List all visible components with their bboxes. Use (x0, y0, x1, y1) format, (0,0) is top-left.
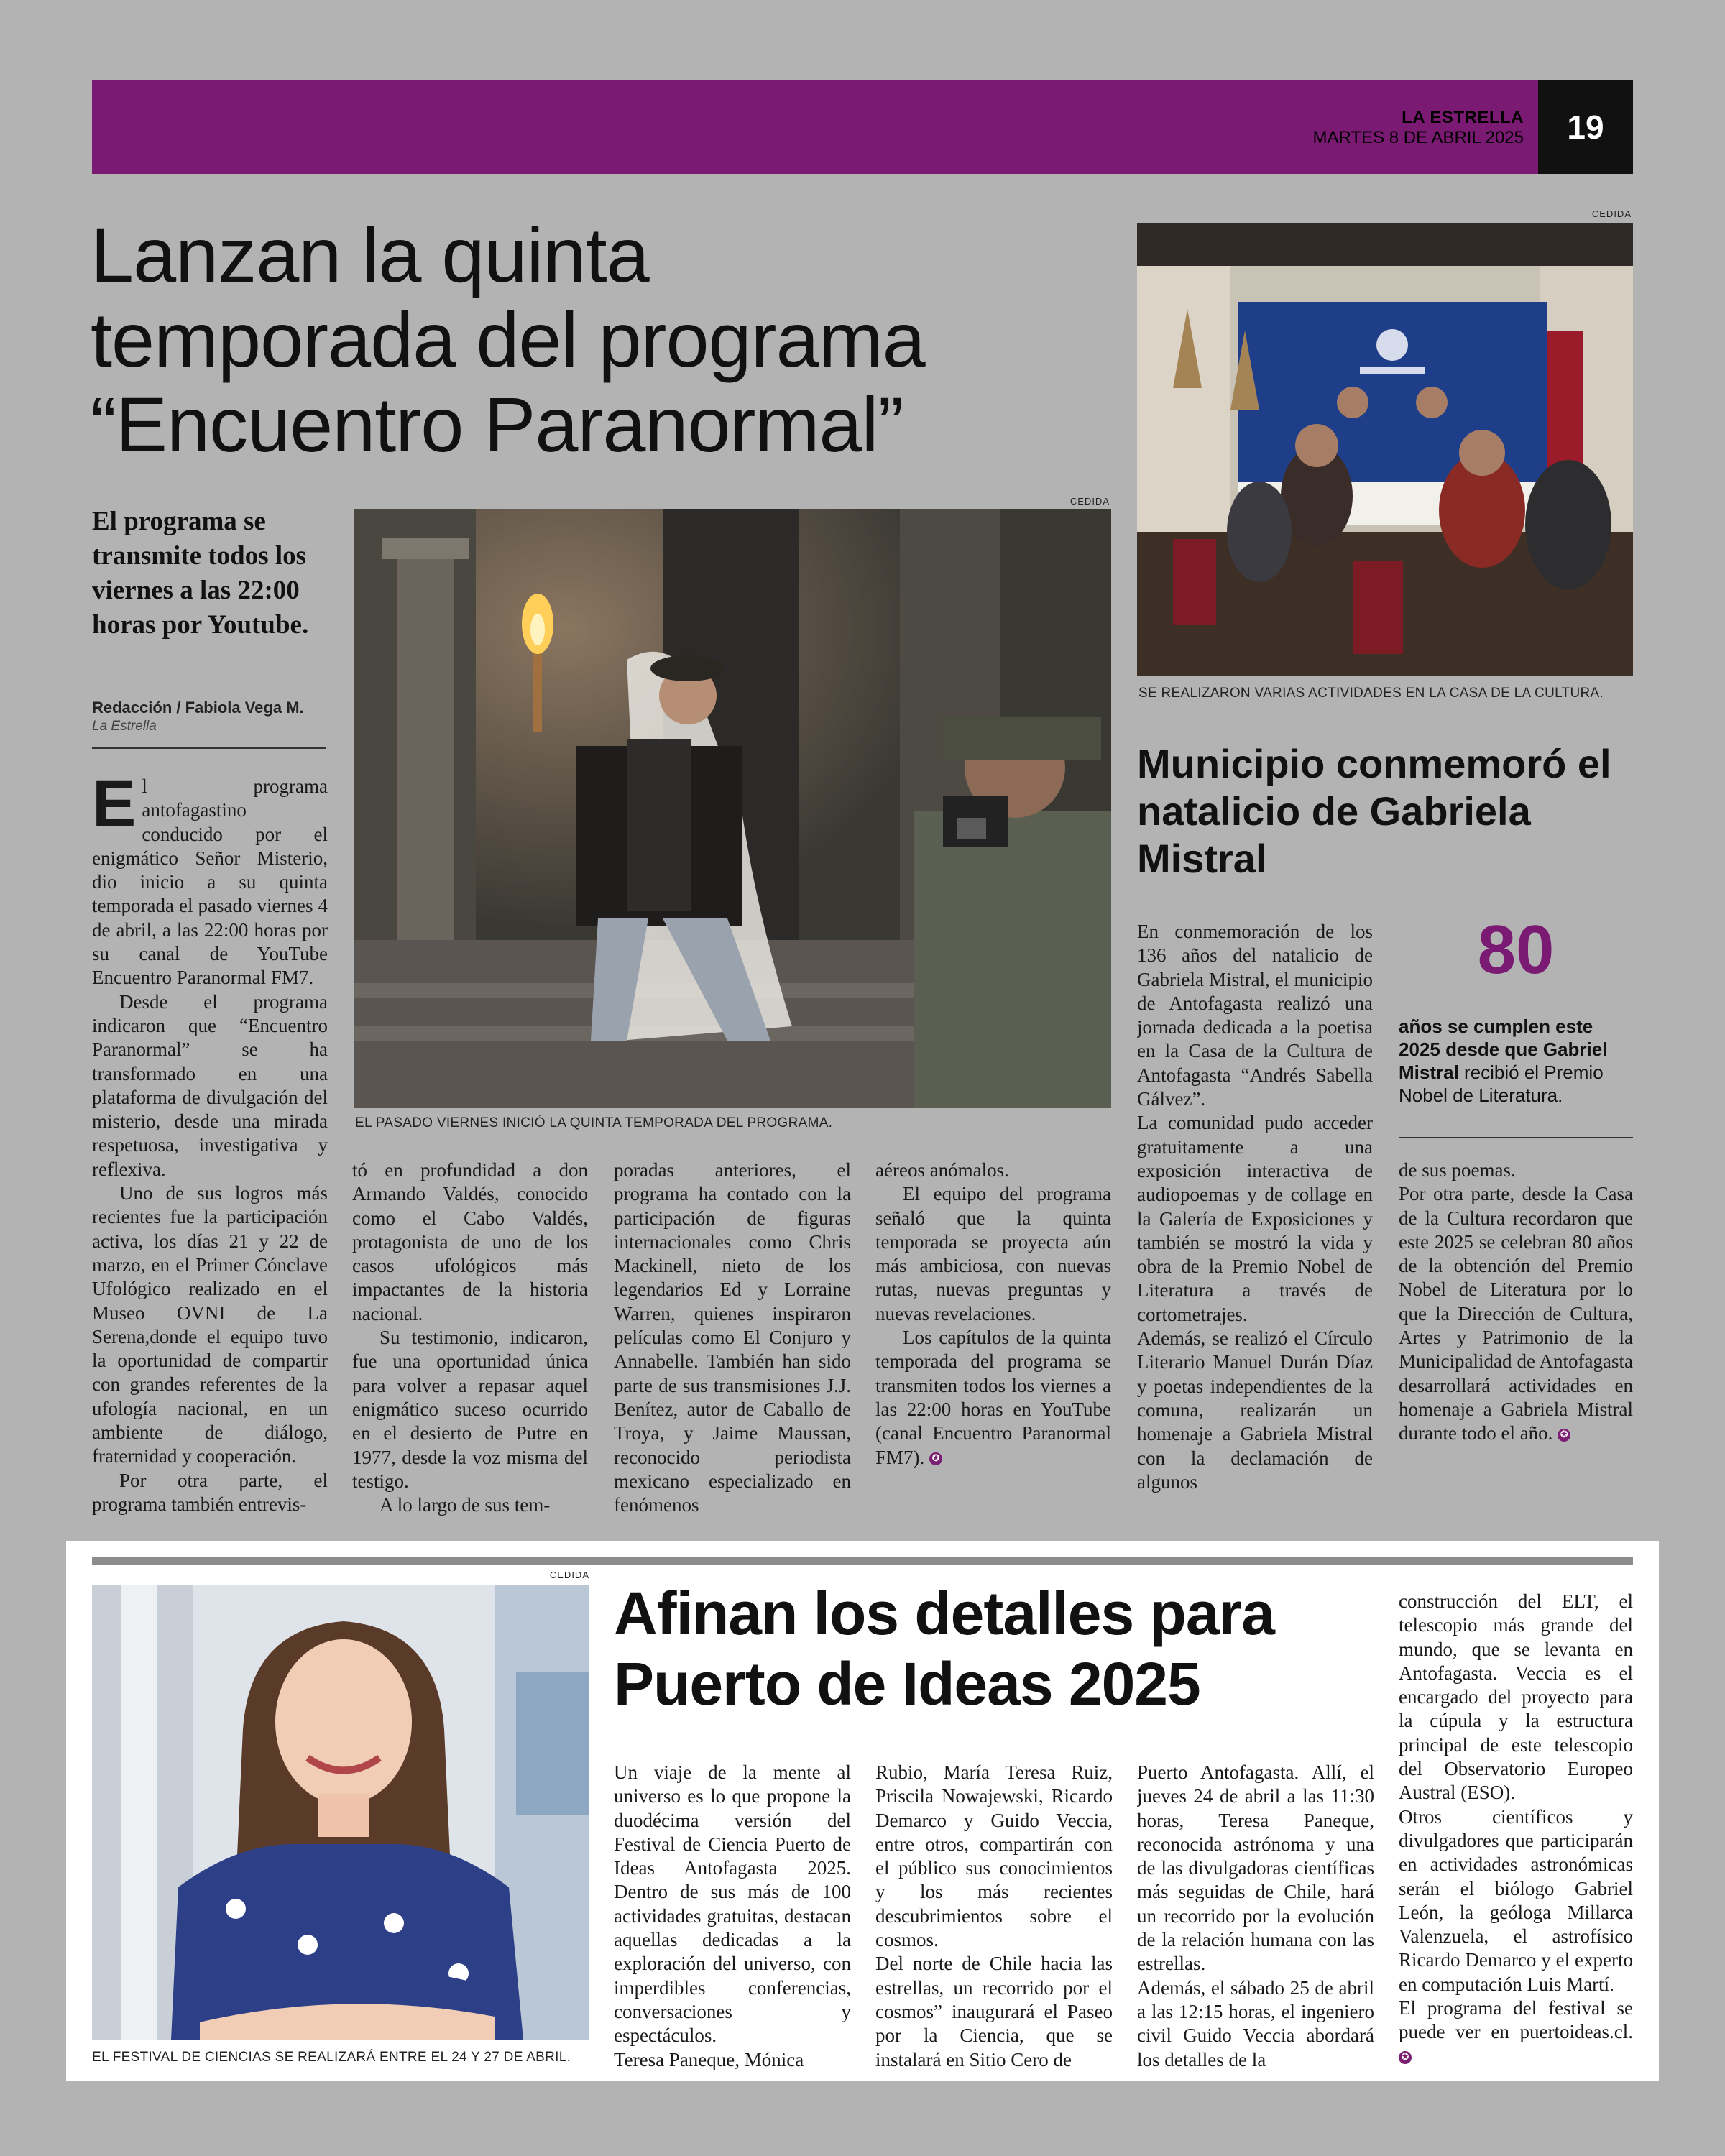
article2-photo-credit: CEDIDA (1591, 208, 1632, 219)
article1-photo-credit: CEDIDA (1070, 496, 1110, 507)
article3-photo (92, 1585, 589, 2040)
article3-col1-p1: Un viaje de la mente al universo es lo que propone la duodécima versión del Festival de Ciencia Puerto de Ideas Antofagasta 2025. Dentro de sus más de 100 actividades gratuitas, destacan aquellas dedicadas a la exploración del universo, con imperdibles conferencias, conversaciones y espectáculos. (614, 1761, 851, 2047)
article3-headline-line2: Puerto de Ideas 2025 (614, 1650, 1200, 1718)
article3-column-3 (1137, 1761, 1374, 2070)
article1-column-4 (875, 1158, 1111, 1518)
article3-col2-p2: Del norte de Chile hacia las estrellas, un recorrido por el cosmos” inaugurará el Paseo por la Ciencia, que se instalará en Sitio Cero de (875, 1953, 1113, 2070)
article3-column-2 (875, 1761, 1113, 2070)
article3-col1-p2: Teresa Paneque, Mónica (614, 2048, 804, 2070)
article1-col4-p1: aéreos anómalos. (875, 1159, 1009, 1181)
newspaper-name: LA ESTRELLA (1402, 108, 1524, 127)
article1-photo-caption: EL PASADO VIERNES INICIÓ LA QUINTA TEMPORADA DEL PROGRAMA. (355, 1115, 833, 1130)
page-number: 19 (1567, 109, 1604, 146)
article3-column-1 (614, 1761, 851, 2070)
article2-photo (1137, 223, 1633, 676)
article2-col2-p1: de sus poemas. (1399, 1159, 1516, 1181)
article3-headline-line1: Afinan los detalles para (614, 1580, 1274, 1647)
article3-photo-caption: EL FESTIVAL DE CIENCIAS SE REALIZARÁ ENTRE EL 24 Y 27 DE ABRIL. (92, 2050, 571, 2065)
article3-top-rule (92, 1557, 1633, 1565)
page-number-box (1538, 80, 1633, 174)
article1-col2-p2: Su testimonio, indicaron, fue una oportunidad única para volver a repasar aquel enigmático suceso ocurrido en el desierto de Putre en 1977, desde la voz misma del testigo. (352, 1327, 588, 1492)
article1-col1-p1: El programa antofagastino conducido por el enigmático Señor Misterio, dio inicio a su quinta temporada el pasado viernes 4 de abril, a las 22:00 horas por su canal de YouTube Encuentro Paranormal FM7. (92, 775, 328, 989)
article2-photo-caption: SE REALIZARON VARIAS ACTIVIDADES EN LA CASA DE LA CULTURA. (1138, 686, 1604, 701)
article2-col1-p3: Además, se realizó el Círculo Literario Manuel Durán Díaz y poetas independientes de la comuna, realizarán un homenaje a Gabriela Mistral con la declamación de algunos (1137, 1327, 1373, 1493)
article1-column-3 (614, 1158, 851, 1518)
header-date: MARTES 8 DE ABRIL 2025 (1312, 128, 1524, 147)
article1-subtitle: El programa se transmite todos los viernes a las 22:00 horas por Youtube. (92, 507, 309, 640)
cultural-house-activity-illustration (1137, 223, 1633, 676)
article1-col1-p3: Uno de sus logros más recientes fue la participación activa, los días 21 y 22 de marzo, en el Primer Cónclave Ufológico realizado en el Museo OVNI de La Serena,donde el equipo tuvo la oportunidad de compartir con grandes referentes de la ufología nacional, en un ambiente de diálogo, fraternidad y cooperación. (92, 1182, 328, 1468)
article1-col3-p1: poradas anteriores, el programa ha contado con la participación de figuras internacionales como Chris Mackinell, nieto de los legendarios Ed y Lorraine Warren, quienes inspiraron películas como El Conjuro y Annabelle. También han sido parte de sus transmisiones J.J. Benítez, autor de Caballo de Troya, y Jaime Maussan, reconocido periodista mexicano especializado en fenómenos (614, 1159, 851, 1516)
stat-divider (1399, 1137, 1633, 1138)
stat-text-bold: años se cumplen este 2025 desde que Gabriel Mistral (1399, 1015, 1608, 1083)
article2-col1-p2: La comunidad pudo acceder gratuitamente a una exposición interactiva de audiopoemas y de collage en la Galería de Exposiciones y también se mostró la vida y obra de la Premio Nobel de Literatura a través de cortometrajes. (1137, 1112, 1373, 1325)
article1-photo (354, 509, 1111, 1108)
article3-column-4 (1399, 1590, 1633, 2070)
torch-scene-illustration (354, 509, 1111, 1108)
article1-headline-line1: Lanzan la quinta (91, 211, 649, 298)
article3-photo-credit: CEDIDA (549, 1570, 589, 1580)
article3-col4-p2: Otros científicos y divulgadores que participarán en actividades astronómicas serán el biólogo Gabriel León, la geóloga Millarca Valenzuela, el astrofísico Ricardo Demarco y el experto en computación Luis Martí. (1399, 1805, 1633, 1995)
byline-divider (92, 747, 326, 749)
end-of-article-icon: ✪ (929, 1452, 942, 1465)
stat-number: 80 (1477, 911, 1555, 988)
article1-byline: Redacción / Fabiola Vega M. (92, 699, 304, 717)
article3-col2-p1: Rubio, María Teresa Ruiz, Priscila Nowajewski, Ricardo Demarco y Guido Veccia, entre otros, compartirán con el público sus conocimientos y los más recientes descubrimientos sobre el cosmos. (875, 1761, 1113, 1951)
article1-headline-line3: “Encuentro Paranormal” (91, 381, 903, 468)
article1-column-1 (92, 775, 328, 1518)
article1-headline-line2: temporada del programa (91, 296, 925, 383)
article2-column-2 (1399, 1158, 1633, 1503)
article3-col3-p2: Además, el sábado 25 de abril a las 12:15 horas, el ingeniero civil Guido Veccia abordará los detalles de la (1137, 1976, 1374, 2070)
article2-column-1 (1137, 920, 1373, 1541)
article1-col2-p3: A lo largo de sus tem- (380, 1494, 551, 1516)
article1-col4-p3: Los capítulos de la quinta temporada del programa se transmiten todos los viernes a las 22:00 horas en YouTube (canal Encuentro Paranormal FM7). ✪ (875, 1327, 1111, 1468)
stat-text (1399, 1015, 1633, 1107)
article2-headline: Municipio conmemoró el natalicio de Gabriela Mistral (1137, 741, 1611, 881)
article1-column-2 (352, 1158, 588, 1518)
article3-col4-p3: El programa del festival se puede ver en puertoideas.cl. ✪ (1399, 1997, 1633, 2063)
article2-col1-p1: En conmemoración de los 136 años del natalicio de Gabriela Mistral, el municipio de Antofagasta realizó una jornada dedicada a la poetisa en la Casa de la Cultura de Antofagasta “Andrés Sabella Gálvez”. (1137, 921, 1373, 1110)
article1-headline (91, 213, 1140, 467)
article3-col3-p1: Puerto Antofagasta. Allí, el jueves 24 de abril a las 11:30 horas, Teresa Paneque, reconocida astrónoma y una de las divulgadoras científicas más seguidas de Chile, hará un recorrido por la evolución de la relación humana con las estrellas. (1137, 1761, 1374, 1975)
woman-portrait-illustration (92, 1585, 589, 2040)
article1-byline-source: La Estrella (92, 719, 157, 734)
article1-col1-p2: Desde el programa indicaron que “Encuentro Paranormal” se ha transformado en una plataforma de divulgación del misterio, desde una mirada respetuosa, investigativa y reflexiva. (92, 990, 328, 1180)
end-of-article-icon: ✪ (1399, 2051, 1412, 2064)
article3-headline (614, 1578, 1390, 1719)
drop-cap: E (92, 775, 137, 841)
article3-col4-p1: construcción del ELT, el telescopio más grande del mundo, que se levanta en Antofagasta. Veccia es el encargado del proyecto para la cúpula y la estructura principal de este telescopio del Observatorio Europeo Austral (ESO). (1399, 1590, 1633, 1804)
article1-col2-p1: tó en profundidad a don Armando Valdés, conocido como el Cabo Valdés, protagonista de uno de los casos ufológicos más impactantes de la historia nacional. (352, 1159, 588, 1325)
article2-col2-p2: Por otra parte, desde la Casa de la Cultura recordaron que este 2025 se celebran 80 años de la obtención del Premio Nobel de Literatura por lo que la Dirección de Cultura, Artes y Patrimonio de la Municipalidad de Antofagasta desarrollará actividades en homenaje a Gabriela Mistral durante todo el año. ✪ (1399, 1183, 1633, 1445)
article1-col1-p4: Por otra parte, el programa también entrevis- (92, 1469, 328, 1515)
stat-text-rest: recibió el Premio Nobel de Literatura. (1399, 1061, 1604, 1106)
article1-col4-p2: El equipo del programa señaló que la quinta temporada se proyecta aún más ambiciosa, con nuevas rutas, nuevas preguntas y nuevas revelaciones. (875, 1183, 1111, 1325)
end-of-article-icon: ✪ (1558, 1429, 1570, 1442)
